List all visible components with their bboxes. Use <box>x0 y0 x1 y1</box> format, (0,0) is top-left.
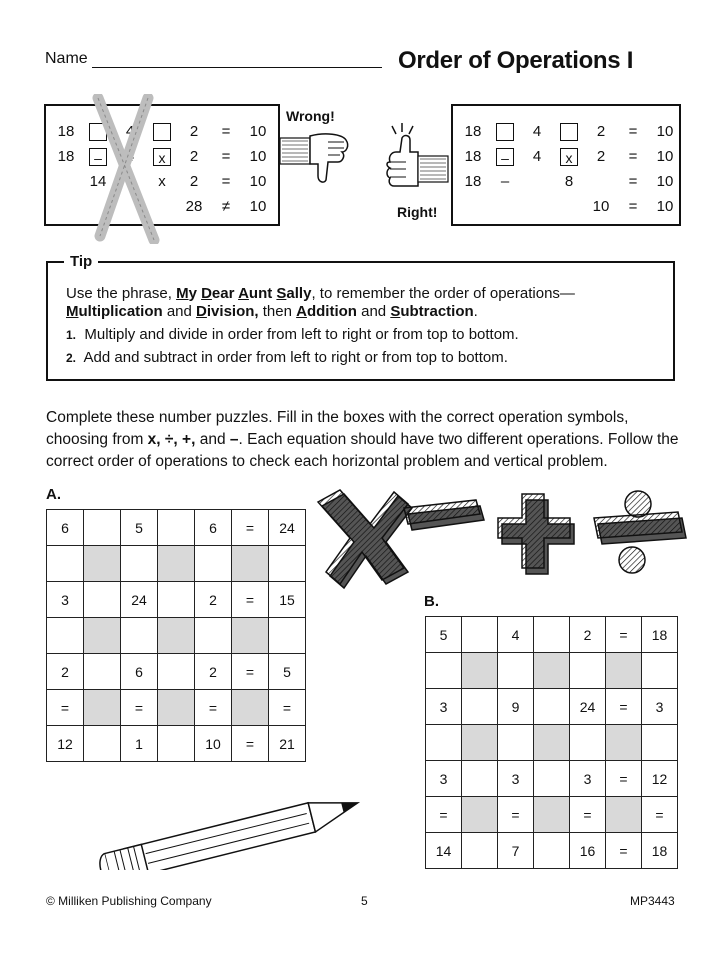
blank-answer-cell[interactable] <box>158 582 195 618</box>
grid-row <box>47 618 306 654</box>
number-cell: = <box>269 690 306 726</box>
shaded-cell <box>606 653 642 689</box>
example-value: = <box>628 198 638 215</box>
blank-answer-cell[interactable] <box>158 510 195 546</box>
number-cell: = <box>232 582 269 618</box>
cross-out-x-icon <box>84 94 184 244</box>
example-value: = <box>221 148 231 165</box>
blank-answer-cell[interactable] <box>534 833 570 869</box>
blank-answer-cell[interactable] <box>269 618 306 654</box>
footer-publisher: © Milliken Publishing Company <box>46 894 212 908</box>
operation-box <box>496 123 514 141</box>
number-cell: 3 <box>498 761 534 797</box>
grid-row <box>426 725 678 761</box>
example-value: 28 <box>185 198 203 215</box>
number-cell: = <box>570 797 606 833</box>
blank-answer-cell[interactable] <box>84 510 121 546</box>
operation-box: – <box>496 148 514 166</box>
number-cell: = <box>498 797 534 833</box>
number-cell: 12 <box>642 761 678 797</box>
number-cell: 24 <box>121 582 158 618</box>
number-cell: 9 <box>498 689 534 725</box>
example-value: x <box>158 173 166 190</box>
number-cell: 2 <box>47 654 84 690</box>
product-code: MP3443 <box>630 894 675 908</box>
number-cell: 2 <box>195 654 232 690</box>
grid-row <box>426 653 678 689</box>
number-cell: = <box>606 761 642 797</box>
blank-answer-cell[interactable] <box>642 725 678 761</box>
right-example-box <box>451 104 681 226</box>
blank-answer-cell[interactable] <box>269 546 306 582</box>
blank-answer-cell[interactable] <box>84 654 121 690</box>
puzzle-a-label: A. <box>46 486 61 503</box>
blank-answer-cell[interactable] <box>195 618 232 654</box>
number-cell: 2 <box>195 582 232 618</box>
grid-row <box>47 654 306 690</box>
example-value: = <box>221 173 231 190</box>
example-value: 10 <box>249 123 267 140</box>
example-value: 18 <box>464 173 482 190</box>
grid-row <box>426 797 678 833</box>
blank-answer-cell[interactable] <box>570 725 606 761</box>
example-value: 10 <box>656 123 674 140</box>
right-label: Right! <box>397 204 438 220</box>
blank-answer-cell[interactable] <box>498 653 534 689</box>
tip-item-2: 2. Add and subtract in order from left to right or from top to bottom. <box>66 349 508 366</box>
example-value: 18 <box>464 148 482 165</box>
example-value: 10 <box>592 198 610 215</box>
puzzle-b-grid <box>425 616 678 869</box>
grid-row <box>426 617 678 653</box>
blank-answer-cell[interactable] <box>158 654 195 690</box>
shaded-cell <box>462 653 498 689</box>
number-cell: = <box>232 654 269 690</box>
example-value: = <box>628 123 638 140</box>
grid-row <box>47 546 306 582</box>
shaded-cell <box>232 690 269 726</box>
number-cell: 2 <box>570 617 606 653</box>
example-value: 10 <box>249 148 267 165</box>
number-cell: 18 <box>642 617 678 653</box>
example-value: 4 <box>125 148 135 165</box>
shaded-cell <box>534 725 570 761</box>
page-title: Order of Operations I <box>398 47 634 74</box>
number-cell: 18 <box>642 833 678 869</box>
blank-answer-cell[interactable] <box>498 725 534 761</box>
example-value: 8 <box>564 173 574 190</box>
number-cell: 6 <box>121 654 158 690</box>
example-value: 2 <box>596 148 606 165</box>
operation-box: – <box>89 148 107 166</box>
shaded-cell <box>606 725 642 761</box>
blank-answer-cell[interactable] <box>534 761 570 797</box>
blank-answer-cell[interactable] <box>642 653 678 689</box>
shaded-cell <box>158 546 195 582</box>
blank-answer-cell[interactable] <box>462 617 498 653</box>
number-cell: = <box>606 617 642 653</box>
number-cell: 24 <box>269 510 306 546</box>
shaded-cell <box>232 618 269 654</box>
number-cell: = <box>195 690 232 726</box>
tip-box <box>46 261 675 381</box>
tip-line-2: Multiplication and Division, then Addition and Subtraction. <box>66 303 478 320</box>
number-cell: 5 <box>426 617 462 653</box>
tip-line-1: Use the phrase, My Dear Aunt Sally, to remember the order of operations— <box>66 285 575 302</box>
number-cell: 24 <box>570 689 606 725</box>
number-cell: 14 <box>426 833 462 869</box>
example-value: 2 <box>189 123 199 140</box>
shaded-cell <box>84 618 121 654</box>
number-cell: 7 <box>498 833 534 869</box>
blank-answer-cell[interactable] <box>195 546 232 582</box>
blank-answer-cell[interactable] <box>121 618 158 654</box>
example-value: 2 <box>189 148 199 165</box>
grid-row <box>47 726 306 762</box>
blank-answer-cell[interactable] <box>158 726 195 762</box>
shaded-cell <box>84 690 121 726</box>
example-value: 18 <box>57 148 75 165</box>
operation-symbols-art <box>316 484 696 594</box>
number-cell: 15 <box>269 582 306 618</box>
example-value: = <box>628 148 638 165</box>
example-value: 18 <box>57 123 75 140</box>
number-cell: = <box>642 797 678 833</box>
puzzle-a-grid <box>46 509 306 762</box>
grid-row <box>426 689 678 725</box>
number-cell: 5 <box>269 654 306 690</box>
shaded-cell <box>606 797 642 833</box>
blank-answer-cell[interactable] <box>570 653 606 689</box>
number-cell: = <box>426 797 462 833</box>
blank-answer-cell[interactable] <box>462 689 498 725</box>
times-symbol-icon <box>318 490 412 588</box>
number-cell: 5 <box>121 510 158 546</box>
blank-answer-cell[interactable] <box>426 725 462 761</box>
blank-answer-cell[interactable] <box>534 617 570 653</box>
blank-answer-cell[interactable] <box>462 761 498 797</box>
tip-item-1: 1. Multiply and divide in order from left to right or from top to bottom. <box>66 326 519 343</box>
shaded-cell <box>158 618 195 654</box>
number-cell: 4 <box>498 617 534 653</box>
example-value: 10 <box>656 148 674 165</box>
example-value: = <box>628 173 638 190</box>
number-cell: 16 <box>570 833 606 869</box>
number-cell: 3 <box>426 761 462 797</box>
thumbs-up-icon <box>382 122 452 194</box>
example-value: ≠ <box>221 198 231 215</box>
example-value: 4 <box>532 148 542 165</box>
wrong-label: Wrong! <box>286 108 335 124</box>
blank-answer-cell[interactable] <box>426 653 462 689</box>
thumbs-down-icon <box>280 126 352 184</box>
number-cell: 21 <box>269 726 306 762</box>
operation-box <box>560 123 578 141</box>
blank-answer-cell[interactable] <box>121 546 158 582</box>
example-value: 2 <box>189 173 199 190</box>
example-value: 10 <box>249 198 267 215</box>
example-value: 10 <box>656 198 674 215</box>
number-cell: = <box>232 726 269 762</box>
shaded-cell <box>534 653 570 689</box>
plus-symbol-icon <box>498 494 574 574</box>
number-cell: 10 <box>195 726 232 762</box>
blank-answer-cell[interactable] <box>84 726 121 762</box>
grid-row <box>426 833 678 869</box>
example-value: 14 <box>89 173 107 190</box>
number-cell: = <box>232 510 269 546</box>
tip-heading: Tip <box>64 253 98 270</box>
shaded-cell <box>534 797 570 833</box>
example-value: 18 <box>464 123 482 140</box>
shaded-cell <box>232 546 269 582</box>
number-cell: = <box>47 690 84 726</box>
example-value: 10 <box>249 173 267 190</box>
grid-row <box>47 582 306 618</box>
puzzle-b-label: B. <box>424 593 439 610</box>
number-cell: = <box>606 689 642 725</box>
shaded-cell <box>84 546 121 582</box>
number-cell: 3 <box>570 761 606 797</box>
number-cell: = <box>606 833 642 869</box>
grid-row <box>47 510 306 546</box>
example-value: – <box>500 173 510 190</box>
operation-box: x <box>153 148 171 166</box>
example-value: = <box>221 123 231 140</box>
page-number: 5 <box>361 894 368 908</box>
number-cell: 6 <box>195 510 232 546</box>
grid-row <box>47 690 306 726</box>
blank-answer-cell[interactable] <box>534 689 570 725</box>
operation-box: x <box>560 148 578 166</box>
blank-answer-cell[interactable] <box>47 546 84 582</box>
number-cell: 3 <box>426 689 462 725</box>
minus-symbol-icon <box>404 500 484 530</box>
divide-symbol-icon <box>594 491 686 573</box>
example-value: 2 <box>596 123 606 140</box>
name-line[interactable] <box>92 67 382 68</box>
number-cell: 3 <box>47 582 84 618</box>
shaded-cell <box>462 725 498 761</box>
instructions: Complete these number puzzles. Fill in the boxes with the correct operation symbols, choosing from x, ÷, +, and –. Each equation should have two different operations. Follow the correct order of operations to check each horizontal problem and vertical problem. <box>46 409 679 470</box>
blank-answer-cell[interactable] <box>84 582 121 618</box>
grid-row <box>426 761 678 797</box>
name-label: Name <box>45 50 88 67</box>
blank-answer-cell[interactable] <box>462 833 498 869</box>
example-value: 4 <box>125 123 135 140</box>
number-cell: 1 <box>121 726 158 762</box>
shaded-cell <box>462 797 498 833</box>
number-cell: 6 <box>47 510 84 546</box>
number-cell: 12 <box>47 726 84 762</box>
number-cell: 3 <box>642 689 678 725</box>
number-cell: = <box>121 690 158 726</box>
shaded-cell <box>158 690 195 726</box>
pencil-icon <box>92 786 376 870</box>
example-value: 4 <box>532 123 542 140</box>
blank-answer-cell[interactable] <box>47 618 84 654</box>
example-value: 10 <box>656 173 674 190</box>
